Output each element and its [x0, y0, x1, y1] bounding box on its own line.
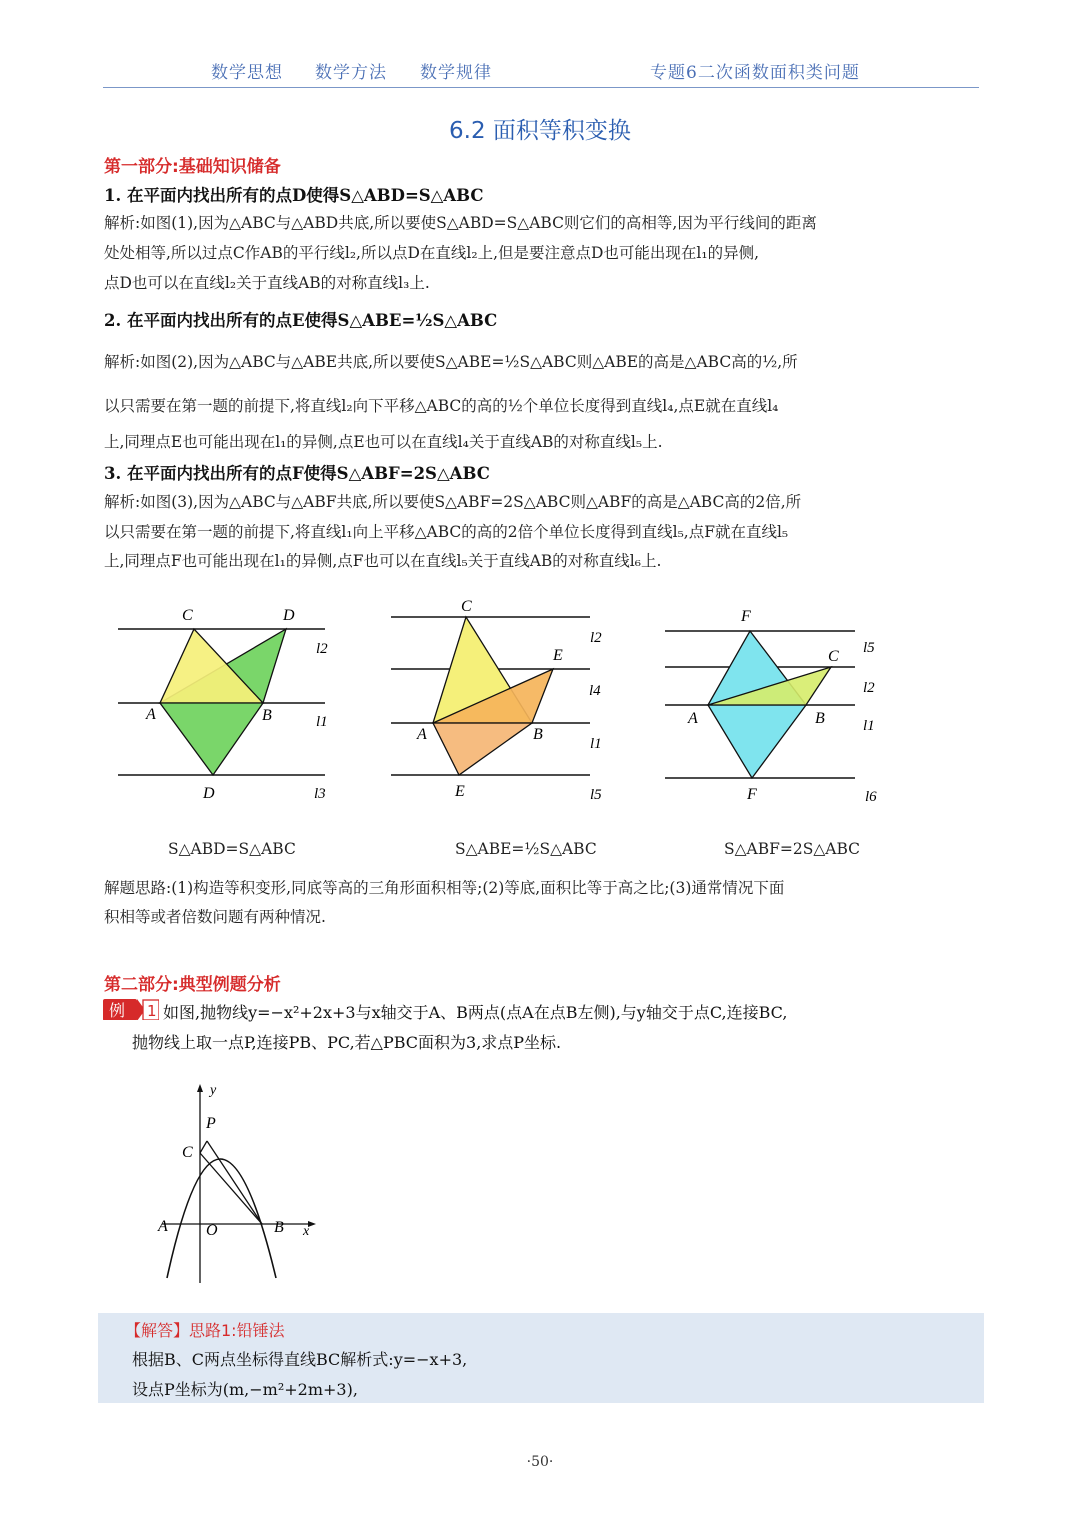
label-l6: l6	[865, 789, 877, 805]
q1-line-1: 解析:如图(1),因为△ABC与△ABD共底,所以要使S△ABD=S△ABC则它们的高相等,因为平行线间的距离	[104, 214, 817, 232]
figure-3	[655, 595, 895, 810]
triangle-abf-lower	[708, 705, 806, 778]
header-item-1: 数学思想	[211, 63, 283, 83]
q3-line-1: 解析:如图(3),因为△ABC与△ABF共底,所以要使S△ABF=2S△ABC则△ABF的高是△ABC高的2倍,所	[104, 493, 802, 511]
q3-line-2: 以只需要在第一题的前提下,将直线l₁向上平移△ABC的高的2倍个单位长度得到直线l₅,点F就在直线l₅	[104, 523, 789, 541]
label-l2: l2	[590, 630, 602, 646]
label-b: B	[274, 1219, 284, 1236]
label-l2: l2	[863, 680, 875, 696]
badge-number: 1	[147, 1002, 157, 1020]
label-l5: l5	[590, 787, 602, 803]
segment-pb	[207, 1141, 262, 1224]
q1-line-2: 处处相等,所以过点C作AB的平行线l₂,所以点D在直线l₂上,但是要注意点D也可能出现在l₁的异侧,	[104, 244, 760, 262]
figure-2	[385, 595, 625, 810]
label-o: O	[206, 1222, 218, 1239]
label-e-bottom: E	[455, 783, 465, 800]
thought-line-2: 积相等或者倍数问题有两种情况.	[104, 908, 326, 926]
caption-figure-1: S△ABD=S△ABC	[168, 840, 296, 858]
label-l4: l4	[589, 683, 601, 699]
triangle-abe-lower	[433, 723, 532, 775]
label-a: A	[688, 710, 698, 727]
label-a: A	[158, 1218, 168, 1235]
label-c: C	[461, 598, 472, 615]
label-y: y	[210, 1083, 217, 1098]
question-1: 1. 在平面内找出所有的点D使得S△ABD=S△ABC	[104, 186, 484, 205]
label-c: C	[182, 607, 193, 624]
header-chapter: 专题6二次函数面积类问题	[650, 63, 860, 83]
example-badge	[103, 998, 159, 1020]
example-line-1: 如图,抛物线y=−x²+2x+3与x轴交于A、B两点(点A在点B左侧),与y轴交于点C,连接BC,	[163, 1003, 788, 1022]
segment-pc	[200, 1141, 207, 1153]
label-l2: l2	[316, 641, 328, 657]
page-number: ·50·	[526, 1454, 554, 1470]
label-c: C	[182, 1144, 193, 1161]
section-heading-2: 第二部分:典型例题分析	[104, 975, 281, 995]
label-b: B	[815, 710, 825, 727]
label-p: P	[206, 1115, 216, 1132]
label-b: B	[533, 726, 543, 743]
figure-1	[110, 595, 340, 810]
page-title: 6.2 面积等积变换	[449, 118, 631, 144]
label-a: A	[417, 726, 427, 743]
label-b: B	[262, 707, 272, 724]
header-item-2: 数学方法	[315, 63, 387, 83]
label-f-bottom: F	[747, 786, 757, 803]
label-e-top: E	[553, 647, 563, 664]
label-d-bottom: D	[203, 785, 215, 802]
question-3: 3. 在平面内找出所有的点F使得S△ABF=2S△ABC	[104, 464, 490, 483]
badge-label: 例	[109, 1001, 126, 1020]
q2-line-3: 上,同理点E也可能出现在l₁的异侧,点E也可以在直线l₄关于直线AB的对称直线l₅上.	[104, 433, 663, 451]
caption-figure-3: S△ABF=2S△ABC	[724, 840, 860, 858]
solution-line-2: 设点P坐标为(m,−m²+2m+3),	[132, 1380, 358, 1399]
solution-line-1: 根据B、C两点坐标得直线BC解析式:y=−x+3,	[132, 1350, 468, 1369]
label-l3: l3	[314, 786, 326, 802]
triangle-abd-lower	[160, 703, 263, 775]
header-item-3: 数学规律	[420, 63, 492, 83]
solution-tag: 【解答】思路1:铅锤法	[125, 1321, 285, 1340]
question-2: 2. 在平面内找出所有的点E使得S△ABE=½S△ABC	[104, 311, 498, 330]
header-rule	[103, 87, 979, 88]
example-line-2: 抛物线上取一点P,连接PB、PC,若△PBC面积为3,求点P坐标.	[132, 1033, 562, 1052]
label-l1: l1	[863, 718, 875, 734]
section-heading-1: 第一部分:基础知识储备	[104, 157, 281, 177]
q2-line-2: 以只需要在第一题的前提下,将直线l₂向下平移△ABC的高的½个单位长度得到直线l₄,点E就在直线l₄	[104, 397, 779, 415]
y-axis-arrow	[197, 1084, 203, 1092]
q1-line-3: 点D也可以在直线l₂关于直线AB的对称直线l₃上.	[104, 274, 430, 292]
caption-figure-2: S△ABE=½S△ABC	[455, 840, 597, 858]
label-l5: l5	[863, 640, 875, 656]
label-x: x	[303, 1224, 310, 1239]
label-a: A	[146, 706, 156, 723]
label-l1: l1	[316, 714, 328, 730]
q2-line-1: 解析:如图(2),因为△ABC与△ABE共底,所以要使S△ABE=½S△ABC则△ABE的高是△ABC高的½,所	[104, 353, 798, 371]
parabola-graph	[150, 1078, 330, 1290]
label-d-top: D	[283, 607, 295, 624]
label-f-top: F	[741, 608, 751, 625]
q3-line-3: 上,同理点F也可能出现在l₁的异侧,点F也可以在直线l₅关于直线AB的对称直线l₆上.	[104, 552, 662, 570]
label-l1: l1	[590, 736, 602, 752]
thought-line-1: 解题思路:(1)构造等积变形,同底等高的三角形面积相等;(2)等底,面积比等于高之比;(3)通常情况下面	[104, 879, 785, 897]
label-c: C	[828, 648, 839, 665]
